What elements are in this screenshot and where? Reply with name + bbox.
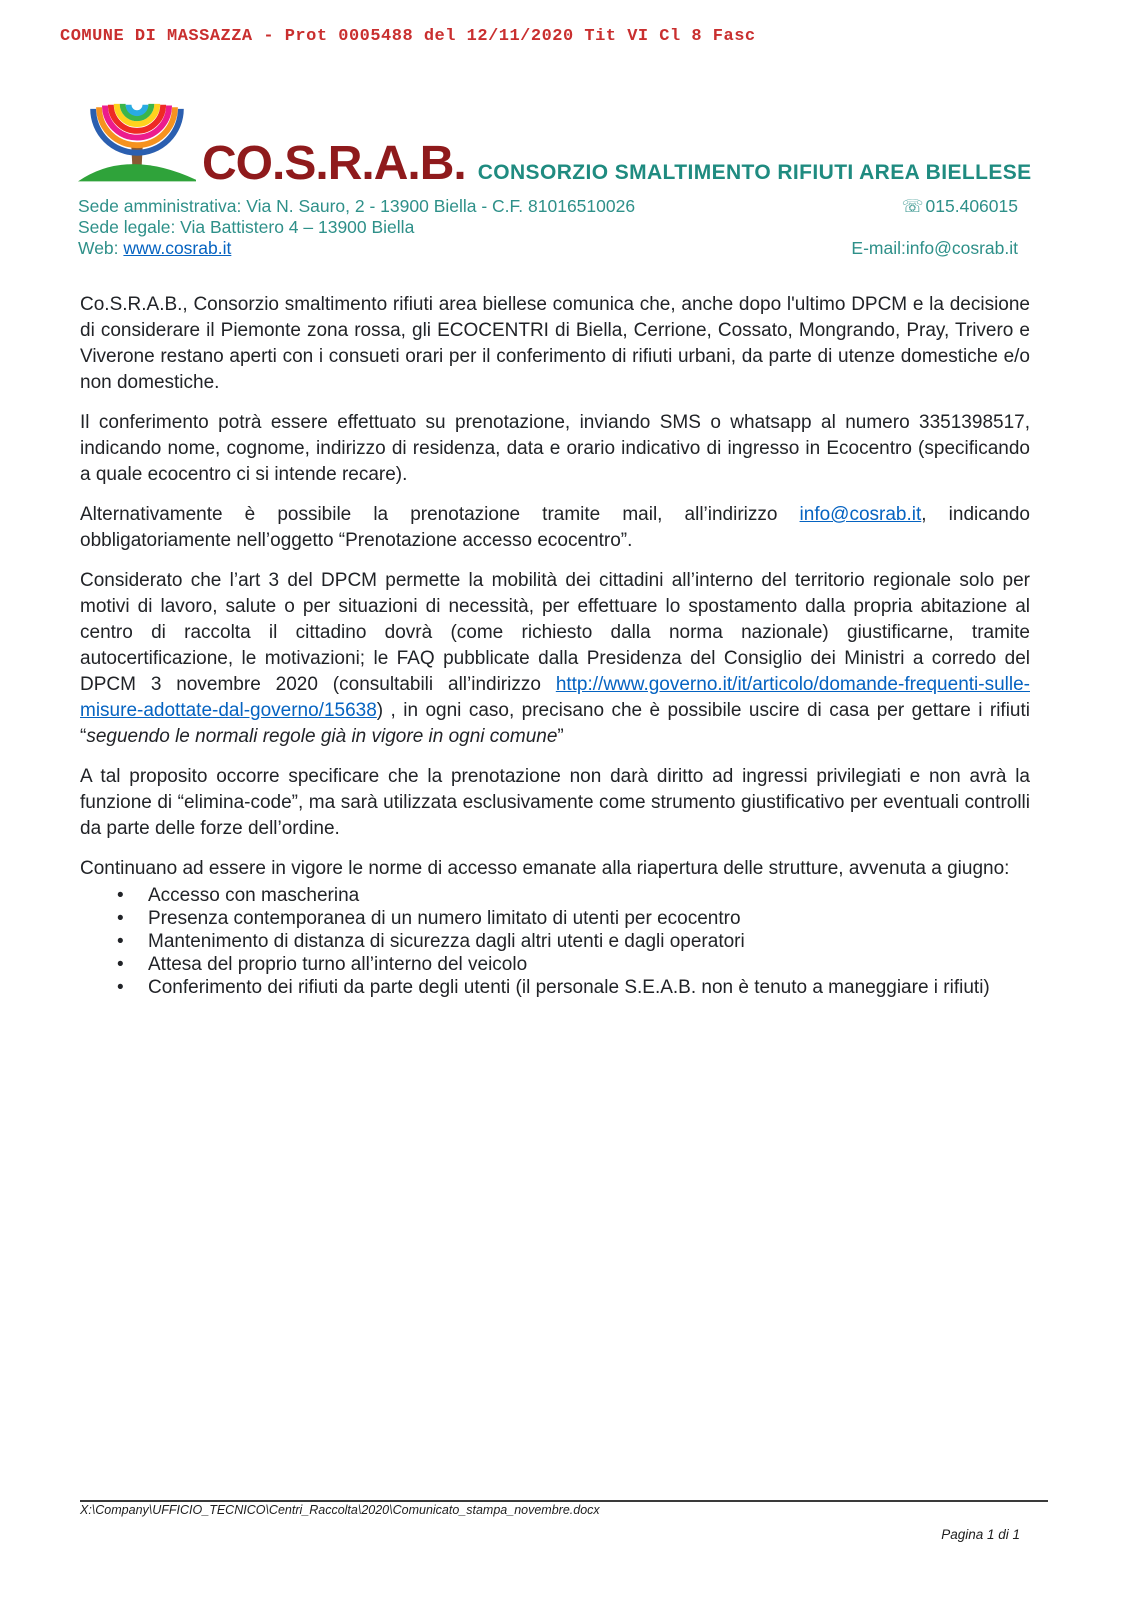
address-row-2 [78,217,1018,238]
cosrab-tree-logo-icon [78,70,196,190]
paragraph-prenotazione-mail [80,502,1030,554]
logo-row [78,70,1032,190]
org-name: CO.S.R.A.B. [202,137,466,190]
text-run: Co.S.R.A.B., Consorzio smaltimento rifiuti area biellese comunica che, anche dopo l'ultimo DPCM e la decisione di considerare il Piemonte zona rossa, gli ECOCENTRI di Biella, Cerrione, Cossato, Mongrando, Pray, Trivero e Viverone restano aperti con i consueti orari per il conferimento di rifiuti urbani, da parte di utenze domestiche e/o non domestiche. [80,294,1030,393]
letterhead [78,70,1032,259]
text-run: ) , in ogni caso, precisano che è possibile uscire di casa per gettare i rifiuti “ [80,700,1030,747]
text-run: Considerato che l’art 3 del DPCM permette la mobilità dei cittadini all’interno del territorio regionale solo per motivi di lavoro, salute o per situazioni di necessità, per effettuare lo spostamento dalla propria abitazione al centro di raccolta il cittadino dovrà (come richiesto dalla norma nazionale) giustificarne, tramite autocertificazione, le motivazioni; le FAQ pubblicate dalla Presidenza del Consiglio dei Ministri a corredo del DPCM 3 novembre 2020 (consultabili all’indirizzo [80,570,1030,695]
text-run: ” [557,726,564,747]
text-run: A tal proposito occorre specificare che la prenotazione non darà diritto ad ingressi privilegiati e non avrà la funzione di “elimina-code”, ma sarà utilizzata esclusivamente come strumento giustificativo per eventuali controlli da parte delle forze dell’ordine. [80,766,1030,839]
rules-list [80,884,1030,999]
website-link[interactable]: www.cosrab.it [123,238,232,258]
rule-item: • Presenza contemporanea di un numero limitato di utenti per ecocentro [80,907,1030,930]
web-label: Web: [78,238,124,258]
paragraph-elimina-code [80,764,1030,842]
paragraph-ecocentri-aperti [80,292,1030,396]
page-number: Pagina 1 di 1 [941,1527,1020,1542]
text-run: Il conferimento potrà essere effettuato su prenotazione, inviando SMS o whatsapp al numero 3351398517, indicando nome, cognome, indirizzo di residenza, data e orario indicativo di ingresso in Ecocentro (specificando a quale ecocentro ci si intende recare). [80,412,1030,485]
hyperlink[interactable]: http://www.governo.it/it/articolo/domande-frequenti-sulle-misure-adottate-dal-governo/15638 [80,674,1030,721]
rule-item: • Conferimento dei rifiuti da parte degli utenti (il personale S.E.A.B. non è tenuto a maneggiare i rifiuti) [80,976,1030,999]
hyperlink[interactable]: info@cosrab.it [799,504,922,525]
rule-item: • Attesa del proprio turno all’interno del veicolo [80,953,1030,976]
protocol-stamp: COMUNE DI MASSAZZA - Prot 0005488 del 12/11/2020 Tit VI Cl 8 Fasc [60,27,756,46]
phone-number: 015.406015 [925,196,1018,216]
paragraph-prenotazione-sms [80,410,1030,488]
bullets-intro: Continuano ad essere in vigore le norme di accesso emanate alla riapertura delle strutture, avvenuta a giugno: [80,858,1010,879]
paragraph-dpcm-faq [80,568,1030,750]
legal-address: Sede legale: Via Battistero 4 – 13900 Biella [78,217,415,237]
address-row-1 [78,196,1018,217]
text-run: Alternativamente è possibile la prenotazione tramite mail, all’indirizzo [80,504,800,525]
admin-address: Sede amministrativa: Via N. Sauro, 2 - 13900 Biella - C.F. 81016510026 [78,196,636,216]
address-row-3 [78,238,1018,259]
rule-item: • Accesso con mascherina [80,884,1030,907]
phone-icon: ☏ [901,196,924,216]
phone-block [902,196,1018,217]
footer-rule [80,1500,1048,1502]
file-path: X:\Company\UFFICIO_TECNICO\Centri_Raccolta\2020\Comunicato_stampa_novembre.docx [80,1503,600,1517]
italic-text: seguendo le normali regole già in vigore in ogni comune [86,726,558,747]
org-titles [202,137,1032,190]
address-block [78,196,1018,259]
org-subtitle: CONSORZIO SMALTIMENTO RIFIUTI AREA BIELLESE [477,161,1032,184]
email-address: E-mail:info@cosrab.it [851,238,1018,258]
letter-body [80,292,1030,999]
text-run: , indicando obbligatoriamente nell’oggetto “Prenotazione accesso ecocentro”. [80,504,1030,551]
rule-item: • Mantenimento di distanza di sicurezza dagli altri utenti e dagli operatori [80,930,1030,953]
web-block [78,238,231,259]
page-footer [80,1500,1048,1542]
